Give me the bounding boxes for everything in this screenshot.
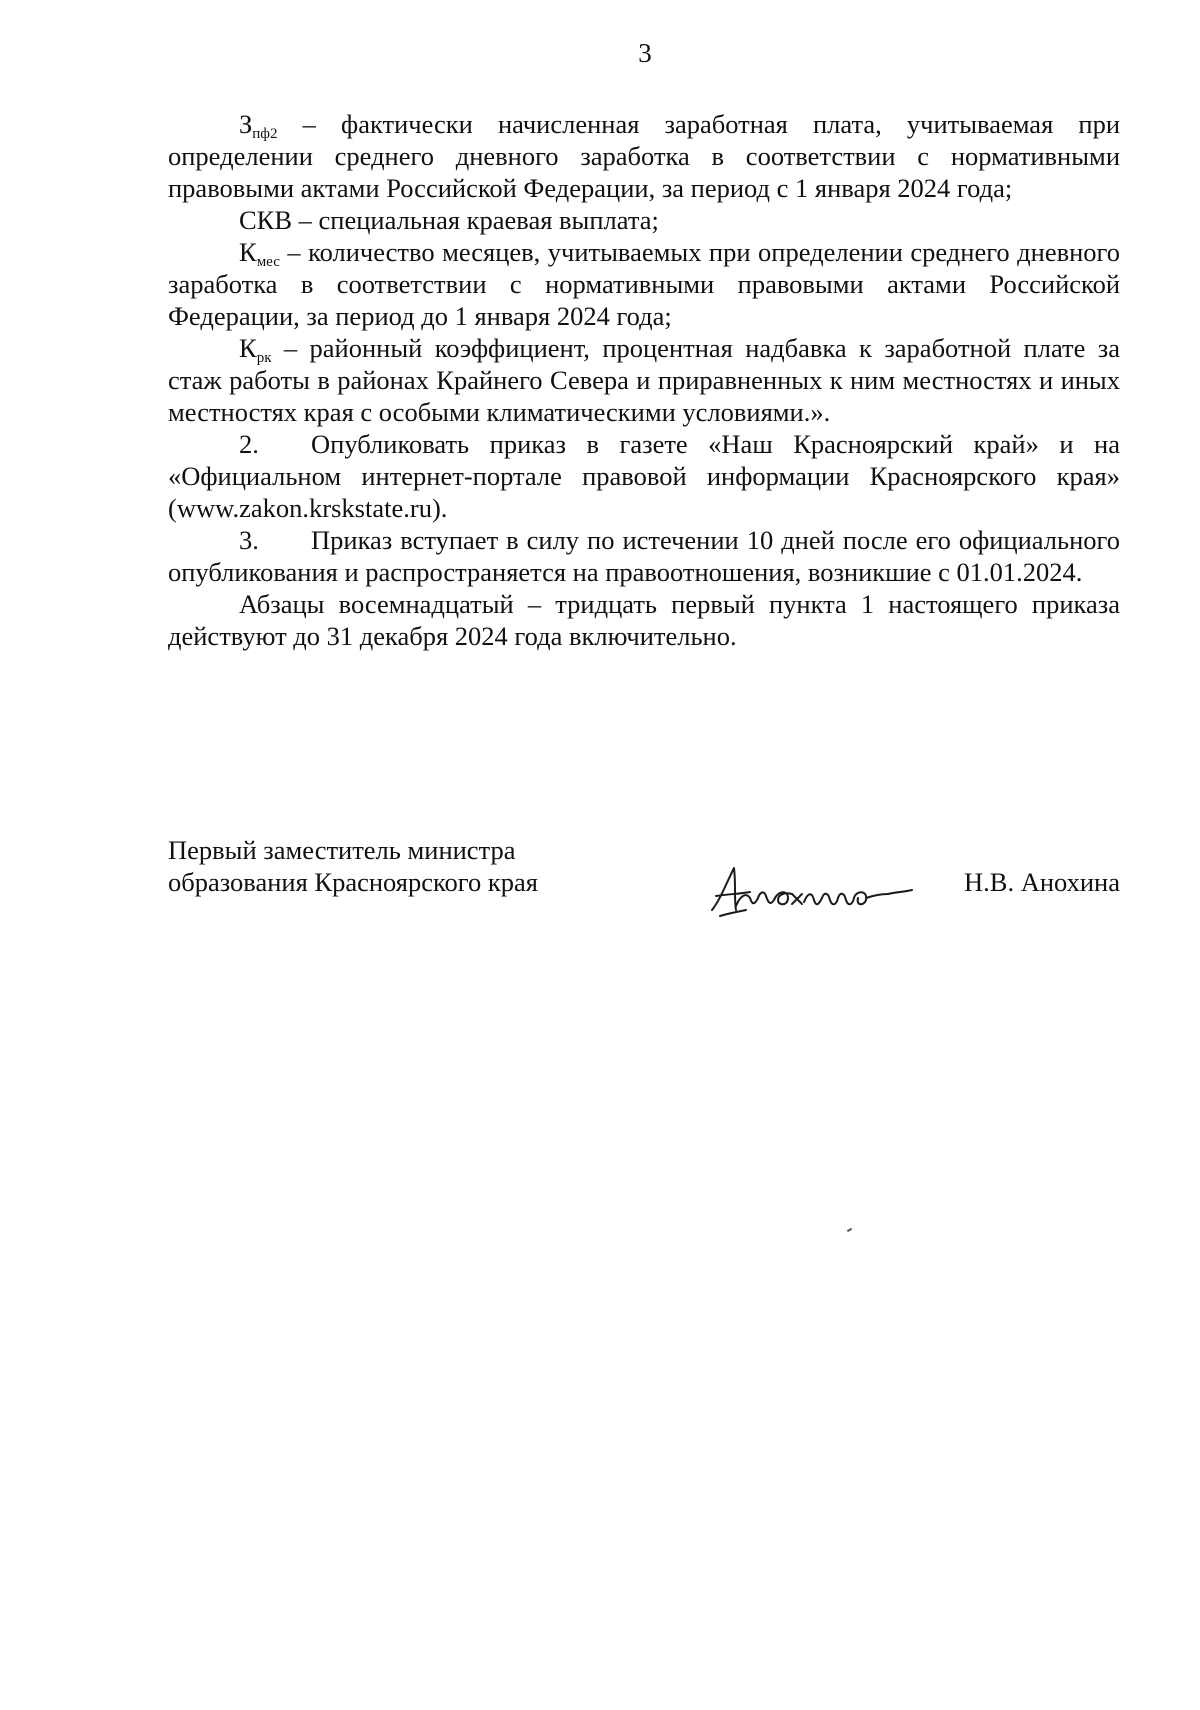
paragraph-validity-note bbox=[168, 588, 1120, 652]
document-body bbox=[168, 108, 1120, 652]
signer-position bbox=[168, 834, 538, 898]
page-number: 3 bbox=[638, 38, 652, 68]
paragraph-text: – количество месяцев, учитываемых при определении среднего дневного заработка в соответствии с нормативными правовыми актами Российской Федерации, за период до 1 января 2024 года; bbox=[168, 237, 1120, 331]
signer-name: Н.В. Анохина bbox=[964, 867, 1120, 897]
paragraph-zpf2-definition bbox=[168, 108, 1120, 204]
paragraph-text: СКВ – специальная краевая выплата; bbox=[239, 205, 659, 235]
symbol-subscript: рк bbox=[256, 350, 272, 366]
clause-number: 3. bbox=[239, 525, 259, 555]
symbol-z: З bbox=[239, 109, 253, 139]
paragraph-kmes-definition bbox=[168, 236, 1120, 332]
scan-artifact bbox=[847, 1228, 852, 1232]
symbol-subscript: пф2 bbox=[252, 126, 278, 142]
handwritten-signature bbox=[706, 854, 918, 922]
symbol-k: К bbox=[239, 237, 257, 267]
clause-3-effective bbox=[168, 524, 1120, 588]
paragraph-skv-definition bbox=[168, 204, 1120, 236]
clause-number: 2. bbox=[239, 429, 259, 459]
paragraph-text: Приказ вступает в силу по истечении 10 дней после его официального опубликования и распространяется на правоотношения, возникшие с 01.01.2024. bbox=[168, 525, 1120, 587]
symbol-subscript: мес bbox=[256, 254, 280, 270]
clause-2-publish bbox=[168, 428, 1120, 524]
signer-position-line-2: образования Красноярского края bbox=[168, 867, 538, 897]
signature-block bbox=[168, 834, 1120, 944]
paragraph-text: Абзацы восемнадцатый – тридцать первый пункта 1 настоящего приказа действуют до 31 декабря 2024 года включительно. bbox=[168, 589, 1120, 651]
signer-position-line-1: Первый заместитель министра bbox=[168, 835, 516, 865]
paragraph-text: – районный коэффициент, процентная надбавка к заработной плате за стаж работы в районах Крайнего Севера и приравненных к ним местностях и иных местностях края с особыми климатическими условиями.». bbox=[168, 333, 1120, 427]
paragraph-text: Опубликовать приказ в газете «Наш Красноярский край» и на «Официальном интернет-портале правовой информации Красноярского края» (www.zakon.krskstate.ru). bbox=[168, 429, 1120, 523]
paragraph-text: – фактически начисленная заработная плата, учитываемая при определении среднего дневного заработка в соответствии с нормативными правовыми актами Российской Федерации, за период с 1 января 2024 года; bbox=[168, 109, 1120, 203]
symbol-k: К bbox=[239, 333, 257, 363]
paragraph-krk-definition bbox=[168, 332, 1120, 428]
